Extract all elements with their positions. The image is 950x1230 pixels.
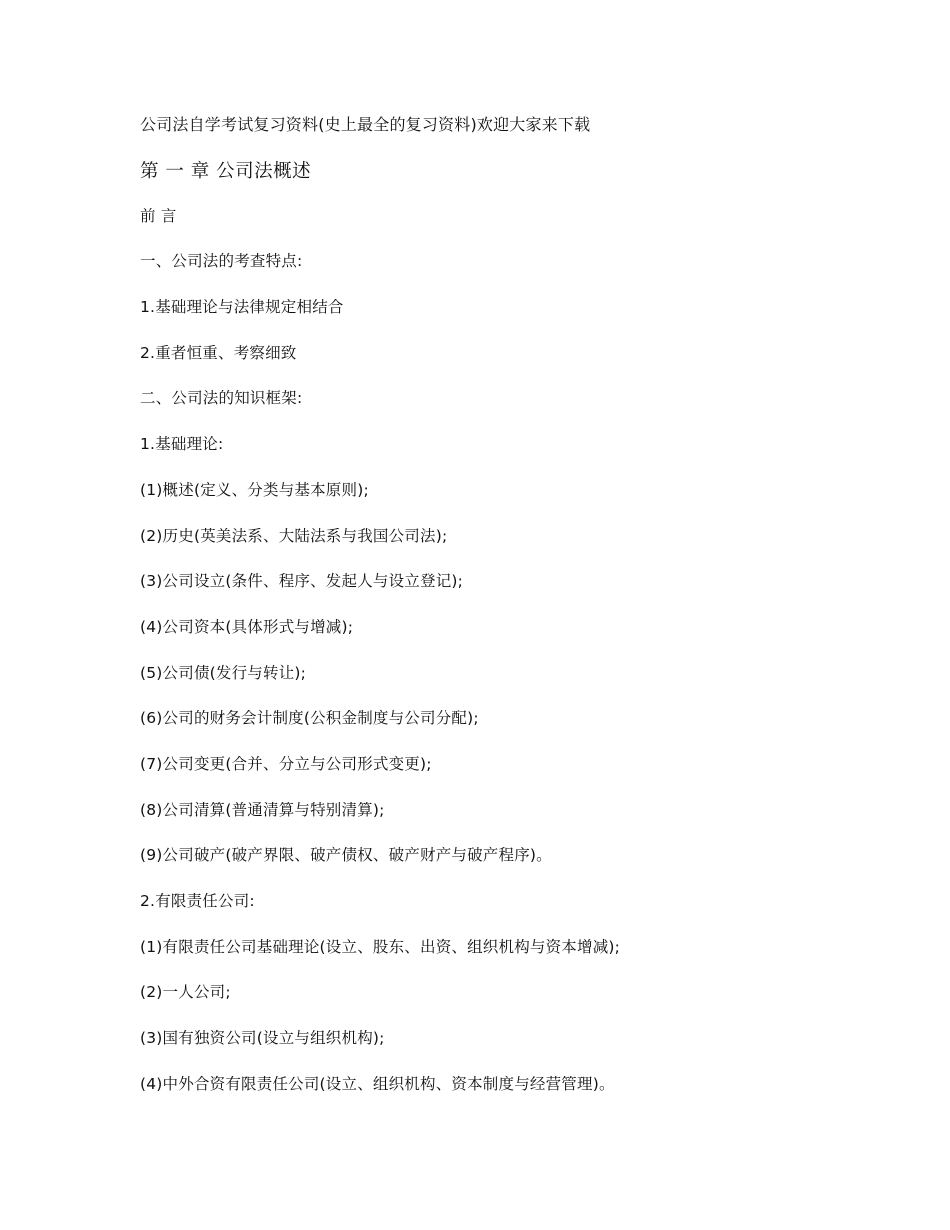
list-item: (3)公司设立(条件、程序、发起人与设立登记); (140, 572, 464, 591)
list-item: 2.重者恒重、考察细致 (140, 343, 297, 362)
list-item: (9)公司破产(破产界限、破产债权、破产财产与破产程序)。 (140, 846, 552, 865)
chapter-heading: 第 一 章 公司法概述 (140, 160, 312, 182)
list-item: (4)公司资本(具体形式与增减); (140, 617, 354, 636)
subsection-heading: 2.有限责任公司: (140, 892, 255, 910)
document-body (140, 115, 840, 1119)
list-item: (3)国有独资公司(设立与组织机构); (140, 1029, 385, 1048)
section-heading: 一、公司法的考查特点: (140, 252, 303, 271)
subsection-heading: 1.基础理论: (140, 435, 224, 454)
list-item: (2)历史(英美法系、大陆法系与我国公司法); (140, 526, 448, 545)
list-item: (5)公司债(发行与转让); (140, 663, 307, 682)
list-item: (8)公司清算(普通清算与特别清算); (140, 800, 385, 819)
list-item: 1.基础理论与法律规定相结合 (140, 298, 344, 317)
section-heading: 二、公司法的知识框架: (140, 389, 303, 408)
list-item: (7)公司变更(合并、分立与公司形式变更); (140, 754, 432, 773)
list-item: (2)一人公司; (140, 983, 231, 1002)
list-item: (4)中外合资有限责任公司(设立、组织机构、资本制度与经营管理)。 (140, 1074, 615, 1093)
list-item: (6)公司的财务会计制度(公积金制度与公司分配); (140, 709, 479, 728)
list-item: (1)有限责任公司基础理论(设立、股东、出资、组织机构与资本增减); (140, 937, 621, 956)
preface-heading: 前 言 (140, 206, 177, 225)
document-title: 公司法自学考试复习资料(史上最全的复习资料)欢迎大家来下载 (140, 115, 591, 134)
list-item: (1)概述(定义、分类与基本原则); (140, 480, 369, 499)
